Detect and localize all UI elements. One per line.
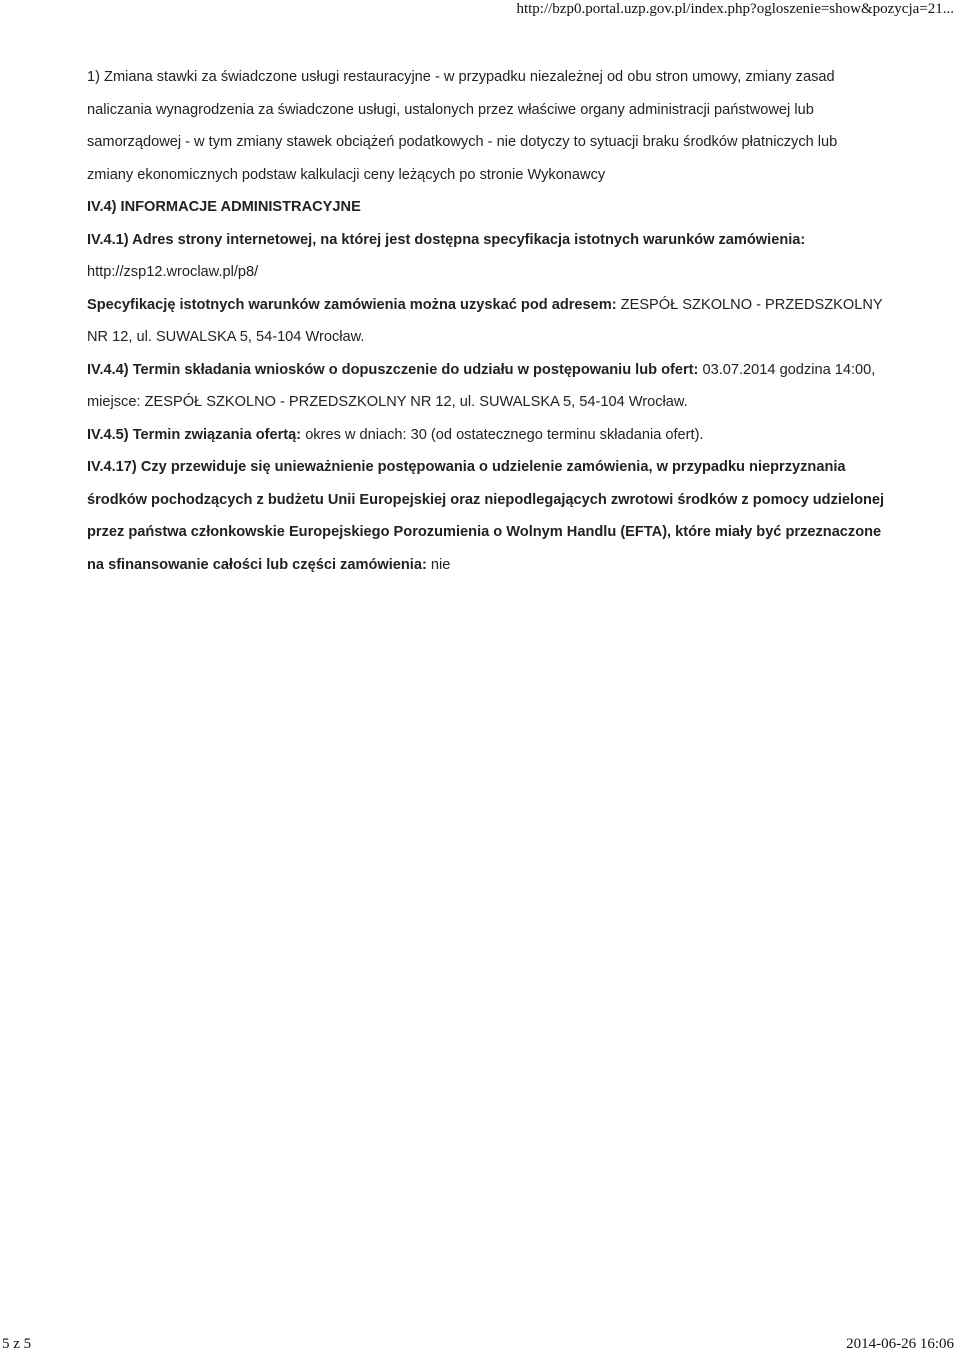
deadline-label: IV.4.4) Termin składania wniosków o dopuszczenie do udziału w postępowaniu lub ofert: (87, 361, 699, 378)
eu-funds-label: IV.4.17) Czy przewiduje się unieważnienie postępowania o udzielenie zamówienia, w przypadku nieprzyznania środków pochodzących z budżetu Unii Europejskiej oraz niepodlegających zwrotowi środków z pomocy udzielonej przez państwa członkowskie Europejskiego Porozumienia o Wolnym Handlu (EFTA), które miały być przeznaczone na sfinansowanie całości lub części zamówienia: (87, 459, 885, 573)
binding-paragraph (87, 419, 887, 452)
page-url-header: http://bzp0.portal.uzp.gov.pl/index.php?ogloszenie=show&pozycja=21... (516, 1, 954, 17)
section-heading: IV.4) INFORMACJE ADMINISTRACYJNE (87, 199, 361, 215)
change-clause-paragraph: 1) Zmiana stawki za świadczone usługi restauracyjne - w przypadku niezależnej od obu stron umowy, zmiany zasad naliczania wynagrodzenia za świadczone usługi, ustalonych przez właściwe organy administracji państwowej lub samorządowej - w tym zmiany stawek obciążeń podatkowych - nie dotyczy to sytuacji braku środków płatniczych lub zmiany ekonomicznych podstaw kalkulacji ceny leżących po stronie Wykonawcy (87, 69, 838, 183)
website-value: http://zsp12.wroclaw.pl/p8/ (87, 264, 259, 280)
spec-label: Specyfikację istotnych warunków zamówienia można uzyskać pod adresem: (87, 296, 617, 313)
website-label: IV.4.1) Adres strony internetowej, na której jest dostępna specyfikacja istotnych warunków zamówienia: (87, 231, 806, 248)
spec-paragraph (87, 289, 887, 354)
deadline-value: 03.07.2014 godzina 14:00, miejsce: ZESPÓŁ SZKOLNO - PRZEDSZKOLNY NR 12, ul. SUWALSKA 5, 54-104 Wrocław. (87, 361, 876, 410)
page-indicator: 5 z 5 (2, 1336, 32, 1352)
binding-value: okres w dniach: 30 (od ostatecznego terminu składania ofert). (305, 426, 704, 443)
document-body (87, 61, 887, 581)
eu-funds-paragraph (87, 451, 887, 581)
print-timestamp: 2014-06-26 16:06 (846, 1336, 954, 1352)
website-paragraph (87, 224, 887, 289)
spec-value: ZESPÓŁ SZKOLNO - PRZEDSZKOLNY NR 12, ul. SUWALSKA 5, 54-104 Wrocław. (87, 296, 883, 345)
deadline-paragraph (87, 354, 887, 419)
binding-label: IV.4.5) Termin związania ofertą: (87, 426, 302, 443)
eu-funds-value: nie (430, 556, 451, 573)
